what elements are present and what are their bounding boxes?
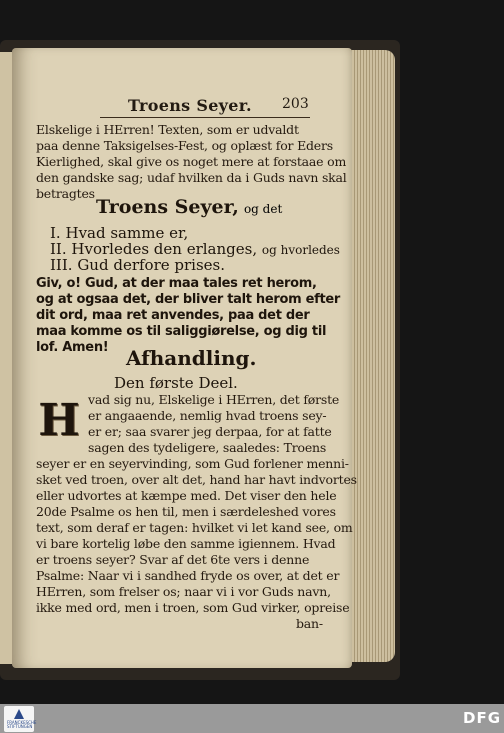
prayer-line: lof. Amen! [36,340,109,355]
catchword: ban- [296,616,323,631]
theme-title [96,196,282,218]
body-line: er troens seyer? Svar af det 6te vers i denne [36,552,310,567]
prayer-line: og at ogsaa det, der bliver talt herom efter [36,292,341,307]
body-line: vad sig nu, Elskelige i HErren, det første [88,392,340,407]
building-icon [14,709,24,719]
list-item [50,256,225,274]
franckesche-stiftungen-logo[interactable] [4,706,37,732]
list-text: Hvad samme er, [65,224,189,242]
list-text: Gud derfore prises. [77,256,225,274]
list-numeral: II. [50,240,67,258]
body-line: eller udvortes at kæmpe med. Det viser den hele [36,488,337,503]
body-line: den gandske sag; udaf hvilken da i Guds navn skal [36,170,347,185]
header-rule [100,117,310,118]
body-line: er er; saa svarer jeg derpaa, for at fatte [88,424,332,439]
list-text: Hvorledes den erlanges, [71,240,258,258]
body-line: sket ved troen, over alt det, hand har havt indvortes [36,472,357,487]
page-number: 203 [282,96,309,112]
list-numeral: I. [50,224,61,242]
body-line: er angaaende, nemlig hvad troens sey- [88,408,327,423]
body-line: ikke med ord, men i troen, som Gud virker, opreise [36,600,350,615]
body-line: seyer er en seyervinding, som Gud forlener menni- [36,456,349,471]
body-line: 20de Psalme os hen til, men i særdeleshed vores [36,504,336,519]
section-subtitle: Den første Deel. [114,374,238,392]
body-line: vi bare kortelig løbe den samme igiennem. Hvad [36,536,336,551]
page-header [100,96,310,118]
body-line: betragtes [36,186,95,201]
dfg-logo[interactable]: DFG [463,709,502,727]
body-line: HErren, som frelser os; naar vi i vor Guds navn, [36,584,331,599]
body-line: sagen des tydeligere, saaledes: Troens [88,440,327,455]
body-line: Psalme: Naar vi i sandhed fryde os over, at det er [36,568,340,583]
running-title: Troens Seyer. [128,96,252,115]
prayer-line: maa komme os til saliggiørelse, og dig til [36,324,327,339]
section-title: Afhandling. [126,346,257,370]
drop-cap-initial: H [38,395,80,446]
body-line: Kierlighed, skal give os noget mere at forstaae om [36,154,347,169]
prayer-line: dit ord, maa ret anvendes, paa det der [36,308,310,323]
logo-caption: FRANCKESCHE STIFTUNGEN [7,720,37,729]
theme-title-suffix: og det [243,202,283,216]
list-numeral: III. [50,256,73,274]
body-line: text, som deraf er tagen: hvilket vi let kand see, om [36,520,353,535]
prayer-line: Giv, o! Gud, at der maa tales ret herom, [36,276,317,291]
list-suffix: og hvorledes [261,243,340,257]
theme-title-main: Troens Seyer, [96,196,239,218]
body-line: paa denne Taksigelses-Fest, og oplæst for Eders [36,138,333,153]
body-line: Elskelige i HErren! Texten, som er udvaldt [36,122,299,137]
viewer-footer-bar [0,704,504,733]
